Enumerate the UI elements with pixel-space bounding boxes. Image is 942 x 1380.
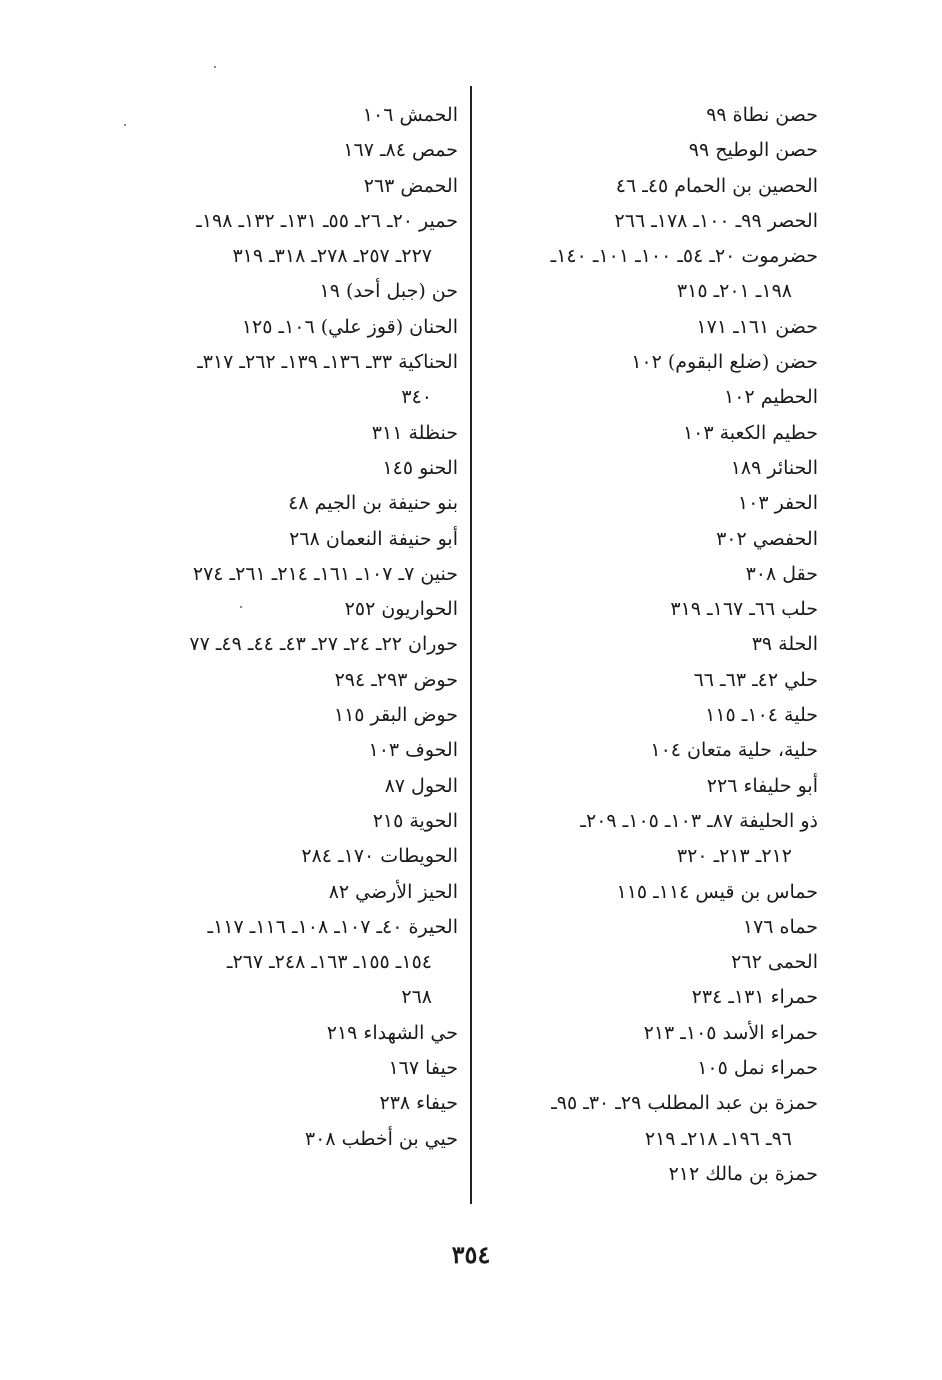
index-entry: الحنان (قوز علي) ١٠٦ـ ١٢٥ — [241, 315, 458, 338]
index-entry: الحمش ١٠٦ — [362, 104, 458, 126]
index-entry: بنو حنيفة بن الجيم ٤٨ — [288, 492, 458, 515]
index-entry: حمص ٨٤ـ ١٦٧ — [343, 139, 458, 162]
index-entry: حلي ٤٢ـ ٦٣ـ ٦٦ — [693, 668, 818, 691]
index-entry: الحطيم ١٠٢ — [724, 386, 818, 409]
index-entry: حصن الوطيح ٩٩ — [688, 139, 818, 162]
index-entry: الحيرة ٤٠ـ ١٠٧ـ ١٠٨ـ ١١٦ـ ١١٧ـ — [207, 915, 458, 938]
index-entry: حطيم الكعبة ١٠٣ — [682, 421, 818, 444]
index-entry: الحفر ١٠٣ — [737, 492, 818, 515]
index-entry: حي الشهداء ٢١٩ — [326, 1021, 458, 1044]
index-entry: حيفاء ٢٣٨ — [379, 1092, 458, 1115]
column-divider — [470, 86, 472, 1204]
index-entry: الحوية ٢١٥ — [372, 809, 458, 832]
index-entry: الحنو ١٤٥ — [382, 456, 458, 479]
index-column-left — [98, 98, 458, 1157]
index-entry: حلية، حلية متعان ١٠٤ — [650, 739, 818, 762]
index-column-right — [478, 98, 818, 1192]
index-entry: حنين ٧ـ ١٠٧ـ ١٦١ـ ٢١٤ـ ٢٦١ـ ٢٧٤ — [192, 562, 458, 585]
index-entry: الحواريون ٢٥٢ — [344, 598, 458, 621]
index-entry: الحول ٨٧ — [384, 774, 458, 797]
index-entry: حضن (ضلع البقوم) ١٠٢ — [631, 351, 818, 374]
index-entry: حلية ١٠٤ـ ١١٥ — [705, 704, 818, 727]
index-entry: الحمى ٢٦٢ — [731, 951, 818, 974]
index-entry: حن (جبل أحد) ١٩ — [319, 280, 458, 303]
index-entry: حوض البقر ١١٥ — [333, 704, 458, 727]
scan-speck — [240, 606, 242, 608]
index-entry: حيي بن أخطب ٣٠٨ — [304, 1127, 458, 1150]
index-entry: الحصر ٩٩ـ ١٠٠ـ ١٧٨ـ ٢٦٦ — [614, 209, 818, 232]
index-entry: حمزة بن عبد المطلب ٢٩ـ ٣٠ـ ٩٥ـ — [551, 1092, 818, 1115]
index-entry: حضن ١٦١ـ ١٧١ — [696, 315, 818, 338]
index-entry: أبو حنيفة النعمان ٢٦٨ — [289, 527, 458, 550]
index-entry-continuation: ٩٦ـ ١٩٦ـ ٢١٨ـ ٢١٩ — [644, 1127, 792, 1150]
index-entry-continuation: ٢٦٨ — [401, 986, 432, 1009]
index-entry: حوض ٢٩٣ـ ٢٩٤ — [334, 668, 458, 691]
index-entry: الحلة ٣٩ — [751, 633, 818, 656]
index-entry: الحناكية ٣٣ـ ١٣٦ـ ١٣٩ـ ٢٦٢ـ ٣١٧ـ — [197, 351, 458, 374]
scan-speck — [124, 124, 126, 126]
index-entry: الحويطات ١٧٠ـ ٢٨٤ — [301, 845, 458, 868]
index-entry: الحيز الأرضي ٨٢ — [328, 880, 458, 903]
index-entry: الحنائر ١٨٩ — [730, 456, 818, 479]
index-entry: حمراء نمل ١٠٥ — [697, 1057, 818, 1080]
index-entry: حماه ١٧٦ — [742, 915, 818, 938]
index-entry: حصن نطاة ٩٩ — [706, 104, 818, 126]
index-entry: حمزة بن مالك ٢١٢ — [668, 1162, 818, 1185]
index-entry: حوران ٢٢ـ ٢٤ـ ٢٧ـ ٤٣ـ ٤٤ـ ٤٩ـ ٧٧ — [189, 633, 458, 656]
index-entry: حقل ٣٠٨ — [745, 562, 818, 585]
index-entry: الحصين بن الحمام ٤٥ـ ٤٦ — [615, 174, 818, 197]
index-entry: حيفا ١٦٧ — [388, 1057, 458, 1080]
scan-speck — [214, 66, 216, 68]
index-entry: حنظلة ٣١١ — [371, 421, 458, 444]
index-entry-continuation: ١٥٤ـ ١٥٥ـ ١٦٣ـ ٢٤٨ـ ٢٦٧ـ — [226, 951, 432, 974]
index-entry: حضرموت ٢٠ـ ٥٤ـ ١٠٠ـ ١٠١ـ ١٤٠ـ — [550, 245, 818, 268]
index-entry: الحوف ١٠٣ — [368, 739, 458, 762]
index-entry-continuation: ٣٤٠ — [401, 386, 432, 409]
index-entry: الحفصي ٣٠٢ — [716, 527, 818, 550]
index-entry: أبو حليفاء ٢٢٦ — [706, 774, 818, 797]
index-entry-continuation: ١٩٨ـ ٢٠١ـ ٣١٥ — [676, 280, 792, 303]
index-entry-continuation: ٢١٢ـ ٢١٣ـ ٣٢٠ — [676, 845, 792, 868]
index-entry: حمير ٢٠ـ ٢٦ـ ٥٥ـ ١٣١ـ ١٣٢ـ ١٩٨ـ — [196, 209, 458, 232]
index-entry: ذو الحليفة ٨٧ـ ١٠٣ـ ١٠٥ـ ٢٠٩ـ — [580, 809, 818, 832]
index-entry: حلب ٦٦ـ ١٦٧ـ ٣١٩ — [670, 598, 818, 621]
index-entry-continuation: ٢٢٧ـ ٢٥٧ـ ٢٧٨ـ ٣١٨ـ ٣١٩ — [232, 245, 432, 268]
index-entry: حماس بن قيس ١١٤ـ ١١٥ — [616, 880, 818, 903]
index-entry: حمراء الأسد ١٠٥ـ ٢١٣ — [643, 1021, 818, 1044]
index-entry: حمراء ١٣١ـ ٢٣٤ — [691, 986, 818, 1009]
index-entry: الحمض ٢٦٣ — [363, 174, 458, 197]
page-number: ٣٥٤ — [451, 1240, 491, 1269]
